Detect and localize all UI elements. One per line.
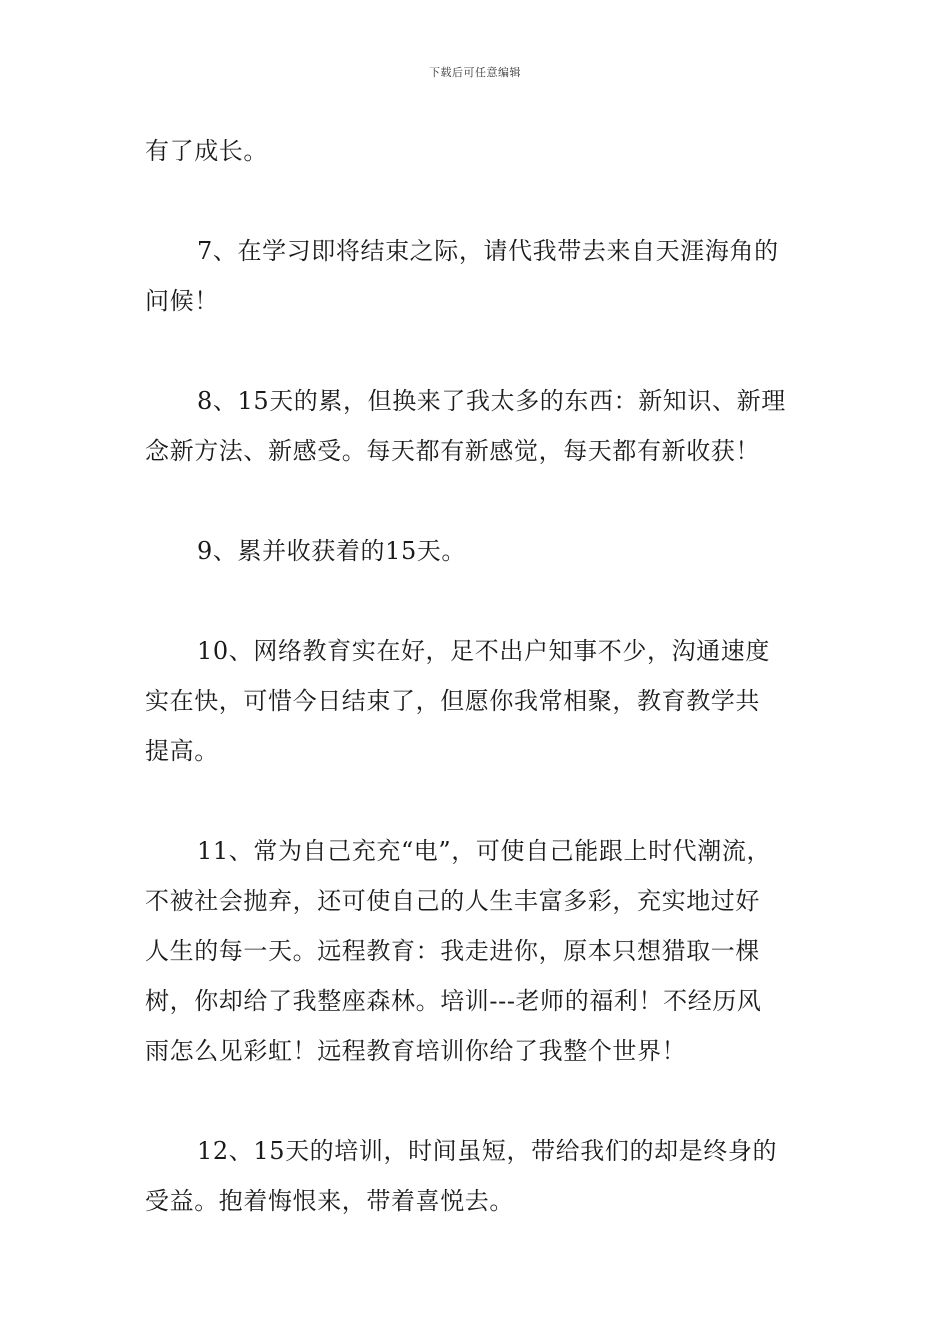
- paragraph-item-10: [145, 626, 835, 776]
- paragraph-item-11: [145, 826, 835, 1076]
- paragraph-item-12: [145, 1126, 835, 1226]
- paragraph: [145, 126, 835, 176]
- page-header: 下载后可任意编辑: [429, 66, 521, 79]
- paragraph-line: 人生的每一天。远程教育：我走进你，原本只想猎取一棵: [145, 937, 760, 965]
- paragraph-line: 11、常为自己充充“电”，可使自己能跟上时代潮流，: [197, 837, 772, 865]
- paragraph-line: 8、15天的累，但换来了我太多的东西：新知识、新理: [197, 387, 786, 415]
- document-body: [145, 126, 835, 1226]
- paragraph-item-7: [145, 226, 835, 326]
- paragraph-line: 受益。抱着悔恨来，带着喜悦去。: [145, 1187, 514, 1215]
- paragraph-line: 10、网络教育实在好，足不出户知事不少，沟通速度: [197, 637, 770, 665]
- paragraph-line: 12、15天的培训，时间虽短，带给我们的却是终身的: [197, 1137, 778, 1165]
- paragraph-item-8: [145, 376, 835, 476]
- paragraph-line: 不被社会抛弃，还可使自己的人生丰富多彩，充实地过好: [145, 887, 760, 915]
- paragraph-line: 实在快，可惜今日结束了，但愿你我常相聚，教育教学共: [145, 687, 760, 715]
- paragraph-line: 有了成长。: [145, 137, 268, 165]
- paragraph-line: 7、在学习即将结束之际，请代我带去来自天涯海角的: [197, 237, 779, 265]
- paragraph-line: 问候！: [145, 287, 219, 315]
- paragraph-line: 念新方法、新感受。每天都有新感觉，每天都有新收获！: [145, 437, 760, 465]
- paragraph-item-9: [145, 526, 835, 576]
- paragraph-line: 树，你却给了我整座森林。培训---老师的福利！不经历风: [145, 987, 762, 1015]
- paragraph-line: 9、累并收获着的15天。: [197, 537, 467, 565]
- paragraph-line: 提高。: [145, 737, 219, 765]
- paragraph-line: 雨怎么见彩虹！远程教育培训你给了我整个世界！: [145, 1037, 687, 1065]
